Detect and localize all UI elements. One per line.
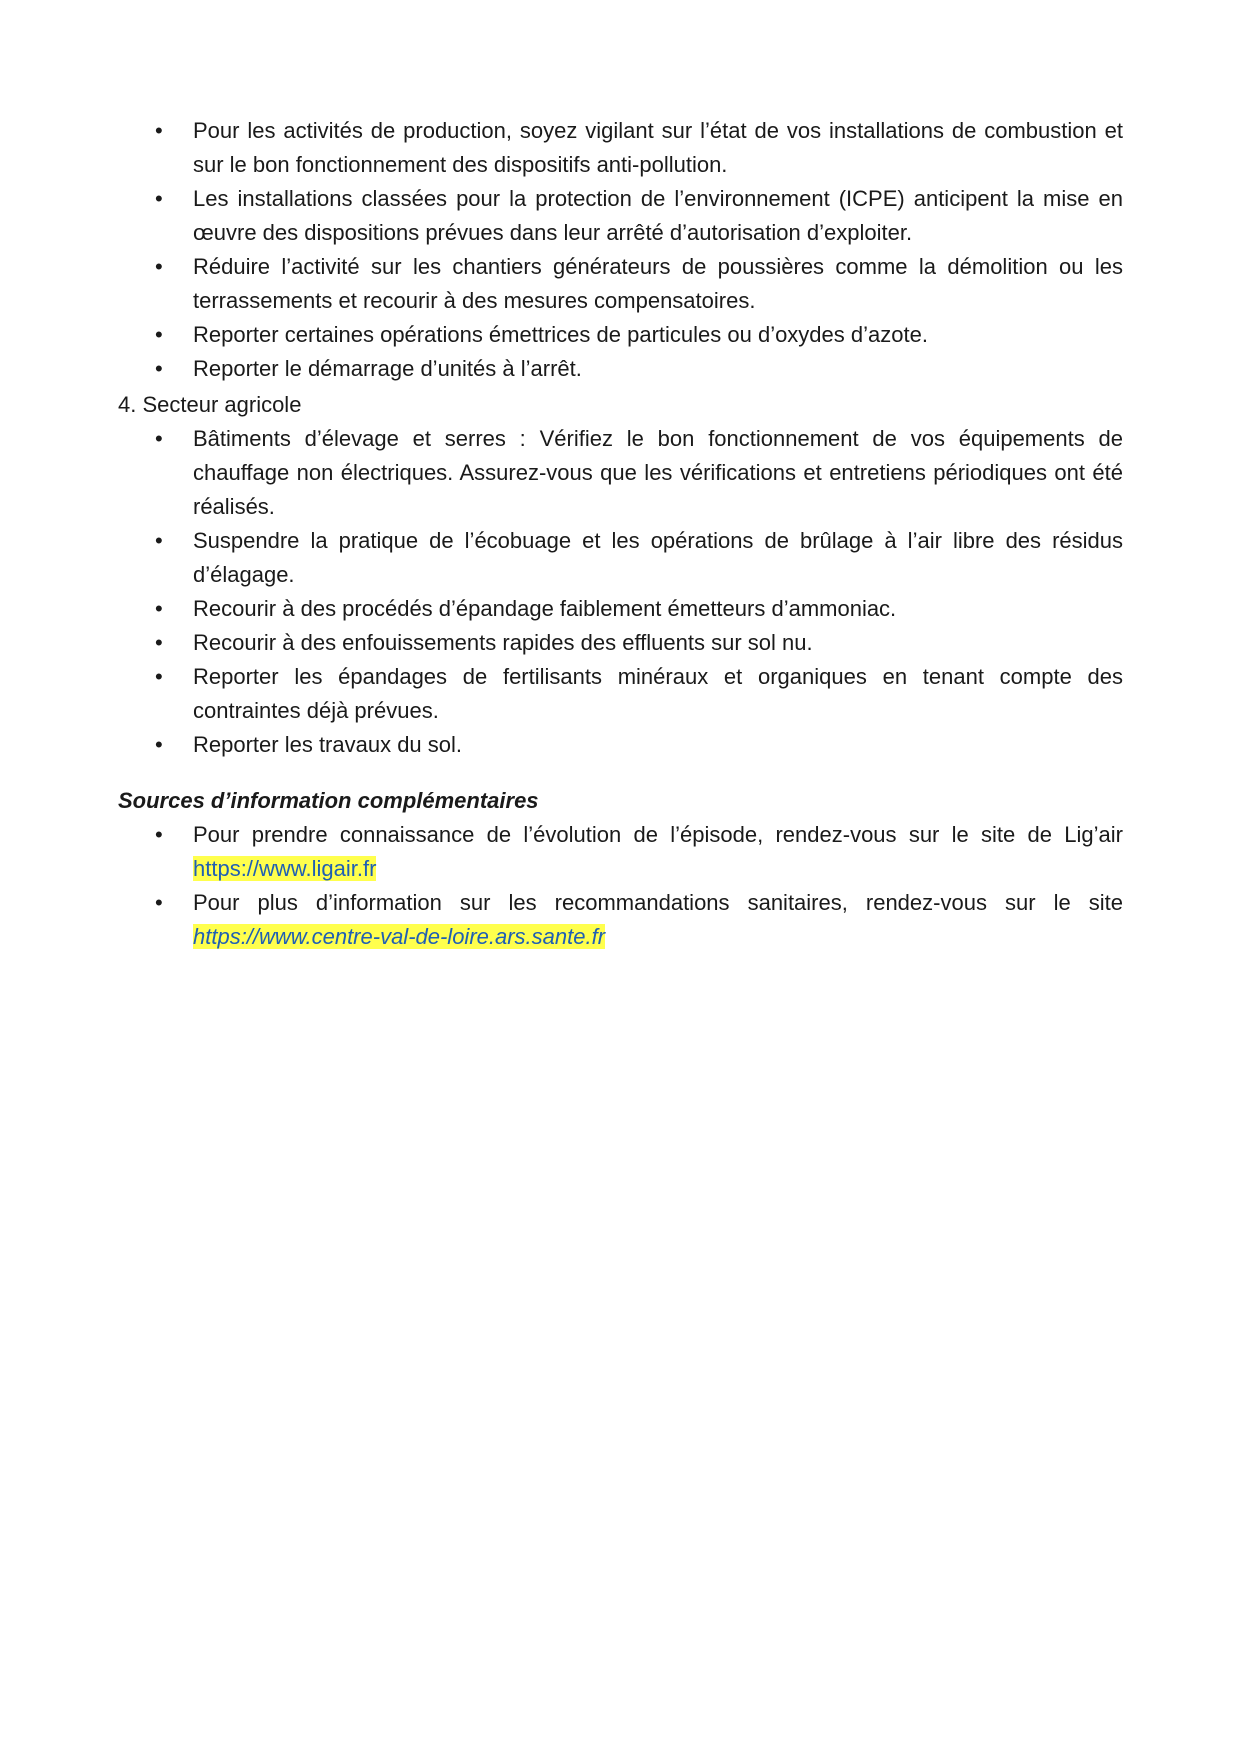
list-item-text: Pour prendre connaissance de l’évolution de l’épisode, rendez-vous sur le site de Lig’air <box>193 822 1123 847</box>
bullet-icon: • <box>155 664 163 689</box>
bullet-icon: • <box>155 186 163 211</box>
list-item <box>155 886 1123 954</box>
list-item-text: Reporter les travaux du sol. <box>193 732 463 757</box>
bullet-icon: • <box>155 118 163 143</box>
list-item-text: Bâtiments d’élevage et serres : Vérifiez le bon fonctionnement de vos équipements de chauffage non électriques. Assurez-vous que les vérifications et entretiens périodiques ont été réalisés. <box>193 426 1123 519</box>
list-item-text: Reporter les épandages de fertilisants minéraux et organiques en tenant compte des contraintes déjà prévues. <box>193 664 1123 723</box>
bullet-icon: • <box>155 732 163 757</box>
agri-bullet-list <box>118 422 1123 762</box>
bullet-icon: • <box>155 822 163 847</box>
list-item <box>155 250 1123 318</box>
list-item-text: Reporter certaines opérations émettrices de particules ou d’oxydes d’azote. <box>193 322 928 347</box>
bullet-icon: • <box>155 322 163 347</box>
list-item-text: Réduire l’activité sur les chantiers générateurs de poussières comme la démolition ou les terrassements et recourir à des mesures compensatoires. <box>193 254 1123 313</box>
sources-bullet-list <box>118 818 1123 954</box>
bullet-icon: • <box>155 890 163 915</box>
list-item <box>155 592 1123 626</box>
list-item <box>155 626 1123 660</box>
list-item-text: Les installations classées pour la protection de l’environnement (ICPE) anticipent la mise en œuvre des dispositions prévues dans leur arrêté d’autorisation d’exploiter. <box>193 186 1123 245</box>
list-item-text: Recourir à des procédés d’épandage faiblement émetteurs d’ammoniac. <box>193 596 897 621</box>
list-item-text: Reporter le démarrage d’unités à l’arrêt. <box>193 356 582 381</box>
document-body <box>118 114 1123 954</box>
list-item-text: Pour plus d’information sur les recommandations sanitaires, rendez-vous sur le site <box>193 890 1123 915</box>
list-item <box>155 182 1123 250</box>
list-item <box>155 524 1123 592</box>
ars-link[interactable]: https://www.centre-val-de-loire.ars.sante.fr <box>193 924 606 949</box>
list-item <box>155 352 1123 386</box>
list-item <box>155 318 1123 352</box>
bullet-icon: • <box>155 356 163 381</box>
section-heading-agricole: 4. Secteur agricole <box>118 392 302 417</box>
bullet-icon: • <box>155 630 163 655</box>
list-item <box>155 728 1123 762</box>
list-item <box>155 660 1123 728</box>
bullet-icon: • <box>155 426 163 451</box>
list-item-text: Pour les activités de production, soyez vigilant sur l’état de vos installations de combustion et sur le bon fonctionnement des dispositifs anti-pollution. <box>193 118 1123 177</box>
industry-bullet-list <box>118 114 1123 386</box>
sources-heading: Sources d’information complémentaires <box>118 788 539 813</box>
list-item <box>155 114 1123 182</box>
list-item <box>155 818 1123 886</box>
bullet-icon: • <box>155 254 163 279</box>
list-item-text: Recourir à des enfouissements rapides des effluents sur sol nu. <box>193 630 813 655</box>
list-item-text: Suspendre la pratique de l’écobuage et les opérations de brûlage à l’air libre des résidus d’élagage. <box>193 528 1123 587</box>
bullet-icon: • <box>155 528 163 553</box>
ligair-link[interactable]: https://www.ligair.fr <box>193 856 377 881</box>
list-item <box>155 422 1123 524</box>
bullet-icon: • <box>155 596 163 621</box>
